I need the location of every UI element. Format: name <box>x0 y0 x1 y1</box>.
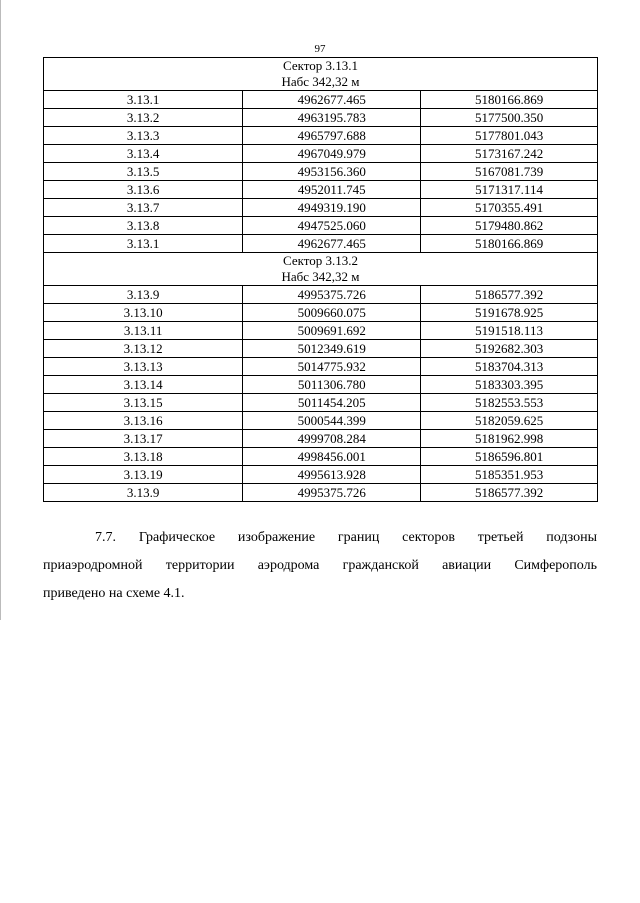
x-coordinate-cell: 4962677.465 <box>243 91 421 109</box>
point-id-cell: 3.13.8 <box>44 217 243 235</box>
point-id-cell: 3.13.9 <box>44 484 243 502</box>
point-id-cell: 3.13.6 <box>44 181 243 199</box>
table-row <box>44 466 598 484</box>
point-id-cell: 3.13.16 <box>44 412 243 430</box>
point-id-cell: 3.13.5 <box>44 163 243 181</box>
x-coordinate-cell: 4967049.979 <box>243 145 421 163</box>
paragraph-line-1: 7.7. Графическое изображение границ секторов третьей подзоны <box>95 530 597 545</box>
y-coordinate-cell: 5183303.395 <box>421 376 598 394</box>
paragraph-line-2: приаэродромной территории аэродрома гражданской авиации Симферополь <box>43 558 597 573</box>
x-coordinate-cell: 5000544.399 <box>243 412 421 430</box>
x-coordinate-cell: 4947525.060 <box>243 217 421 235</box>
x-coordinate-cell: 5011306.780 <box>243 376 421 394</box>
sector-height: Набс 342,32 м <box>281 74 360 89</box>
point-id-cell: 3.13.12 <box>44 340 243 358</box>
sector-header-cell <box>44 58 598 91</box>
x-coordinate-cell: 4999708.284 <box>243 430 421 448</box>
point-id-cell: 3.13.11 <box>44 322 243 340</box>
y-coordinate-cell: 5180166.869 <box>421 91 598 109</box>
y-coordinate-cell: 5180166.869 <box>421 235 598 253</box>
sector-header-row <box>44 58 598 91</box>
point-id-cell: 3.13.17 <box>44 430 243 448</box>
y-coordinate-cell: 5167081.739 <box>421 163 598 181</box>
sector-title: Сектор 3.13.1 <box>282 58 358 73</box>
y-coordinate-cell: 5182553.553 <box>421 394 598 412</box>
table-row <box>44 181 598 199</box>
table-row <box>44 127 598 145</box>
table-row <box>44 235 598 253</box>
point-id-cell: 3.13.3 <box>44 127 243 145</box>
sector-height: Набс 342,32 м <box>281 269 360 284</box>
table-row <box>44 412 598 430</box>
x-coordinate-cell: 4995375.726 <box>243 286 421 304</box>
x-coordinate-cell: 4965797.688 <box>243 127 421 145</box>
point-id-cell: 3.13.15 <box>44 394 243 412</box>
table-row <box>44 91 598 109</box>
table-row <box>44 394 598 412</box>
x-coordinate-cell: 4995375.726 <box>243 484 421 502</box>
y-coordinate-cell: 5177801.043 <box>421 127 598 145</box>
sector-header-cell <box>44 253 598 286</box>
sector-title: Сектор 3.13.2 <box>282 253 358 268</box>
point-id-cell: 3.13.13 <box>44 358 243 376</box>
paragraph-line-3: приведено на схеме 4.1. <box>43 586 185 601</box>
table-row <box>44 322 598 340</box>
table-row <box>44 199 598 217</box>
x-coordinate-cell: 4953156.360 <box>243 163 421 181</box>
y-coordinate-cell: 5185351.953 <box>421 466 598 484</box>
page-number: 97 <box>314 43 326 55</box>
y-coordinate-cell: 5192682.303 <box>421 340 598 358</box>
table-row <box>44 304 598 322</box>
table-row <box>44 145 598 163</box>
coordinates-table-body <box>44 58 598 502</box>
x-coordinate-cell: 4952011.745 <box>243 181 421 199</box>
point-id-cell: 3.13.9 <box>44 286 243 304</box>
y-coordinate-cell: 5181962.998 <box>421 430 598 448</box>
y-coordinate-cell: 5173167.242 <box>421 145 598 163</box>
point-id-cell: 3.13.1 <box>44 235 243 253</box>
table-row <box>44 484 598 502</box>
table-row <box>44 286 598 304</box>
x-coordinate-cell: 4995613.928 <box>243 466 421 484</box>
table-row <box>44 340 598 358</box>
point-id-cell: 3.13.7 <box>44 199 243 217</box>
x-coordinate-cell: 5012349.619 <box>243 340 421 358</box>
y-coordinate-cell: 5186577.392 <box>421 484 598 502</box>
sector-header-row <box>44 253 598 286</box>
y-coordinate-cell: 5171317.114 <box>421 181 598 199</box>
point-id-cell: 3.13.19 <box>44 466 243 484</box>
point-id-cell: 3.13.14 <box>44 376 243 394</box>
coordinates-table <box>43 57 598 502</box>
x-coordinate-cell: 4963195.783 <box>243 109 421 127</box>
table-row <box>44 448 598 466</box>
x-coordinate-cell: 5009691.692 <box>243 322 421 340</box>
point-id-cell: 3.13.18 <box>44 448 243 466</box>
point-id-cell: 3.13.10 <box>44 304 243 322</box>
y-coordinate-cell: 5170355.491 <box>421 199 598 217</box>
table-row <box>44 163 598 181</box>
y-coordinate-cell: 5179480.862 <box>421 217 598 235</box>
x-coordinate-cell: 5009660.075 <box>243 304 421 322</box>
table-row <box>44 376 598 394</box>
x-coordinate-cell: 5014775.932 <box>243 358 421 376</box>
point-id-cell: 3.13.2 <box>44 109 243 127</box>
table-row <box>44 430 598 448</box>
y-coordinate-cell: 5191678.925 <box>421 304 598 322</box>
y-coordinate-cell: 5177500.350 <box>421 109 598 127</box>
x-coordinate-cell: 4998456.001 <box>243 448 421 466</box>
point-id-cell: 3.13.1 <box>44 91 243 109</box>
x-coordinate-cell: 4962677.465 <box>243 235 421 253</box>
y-coordinate-cell: 5186596.801 <box>421 448 598 466</box>
x-coordinate-cell: 5011454.205 <box>243 394 421 412</box>
x-coordinate-cell: 4949319.190 <box>243 199 421 217</box>
y-coordinate-cell: 5183704.313 <box>421 358 598 376</box>
y-coordinate-cell: 5191518.113 <box>421 322 598 340</box>
scan-edge-line <box>0 0 1 620</box>
table-row <box>44 358 598 376</box>
y-coordinate-cell: 5182059.625 <box>421 412 598 430</box>
table-row <box>44 217 598 235</box>
y-coordinate-cell: 5186577.392 <box>421 286 598 304</box>
point-id-cell: 3.13.4 <box>44 145 243 163</box>
table-row <box>44 109 598 127</box>
